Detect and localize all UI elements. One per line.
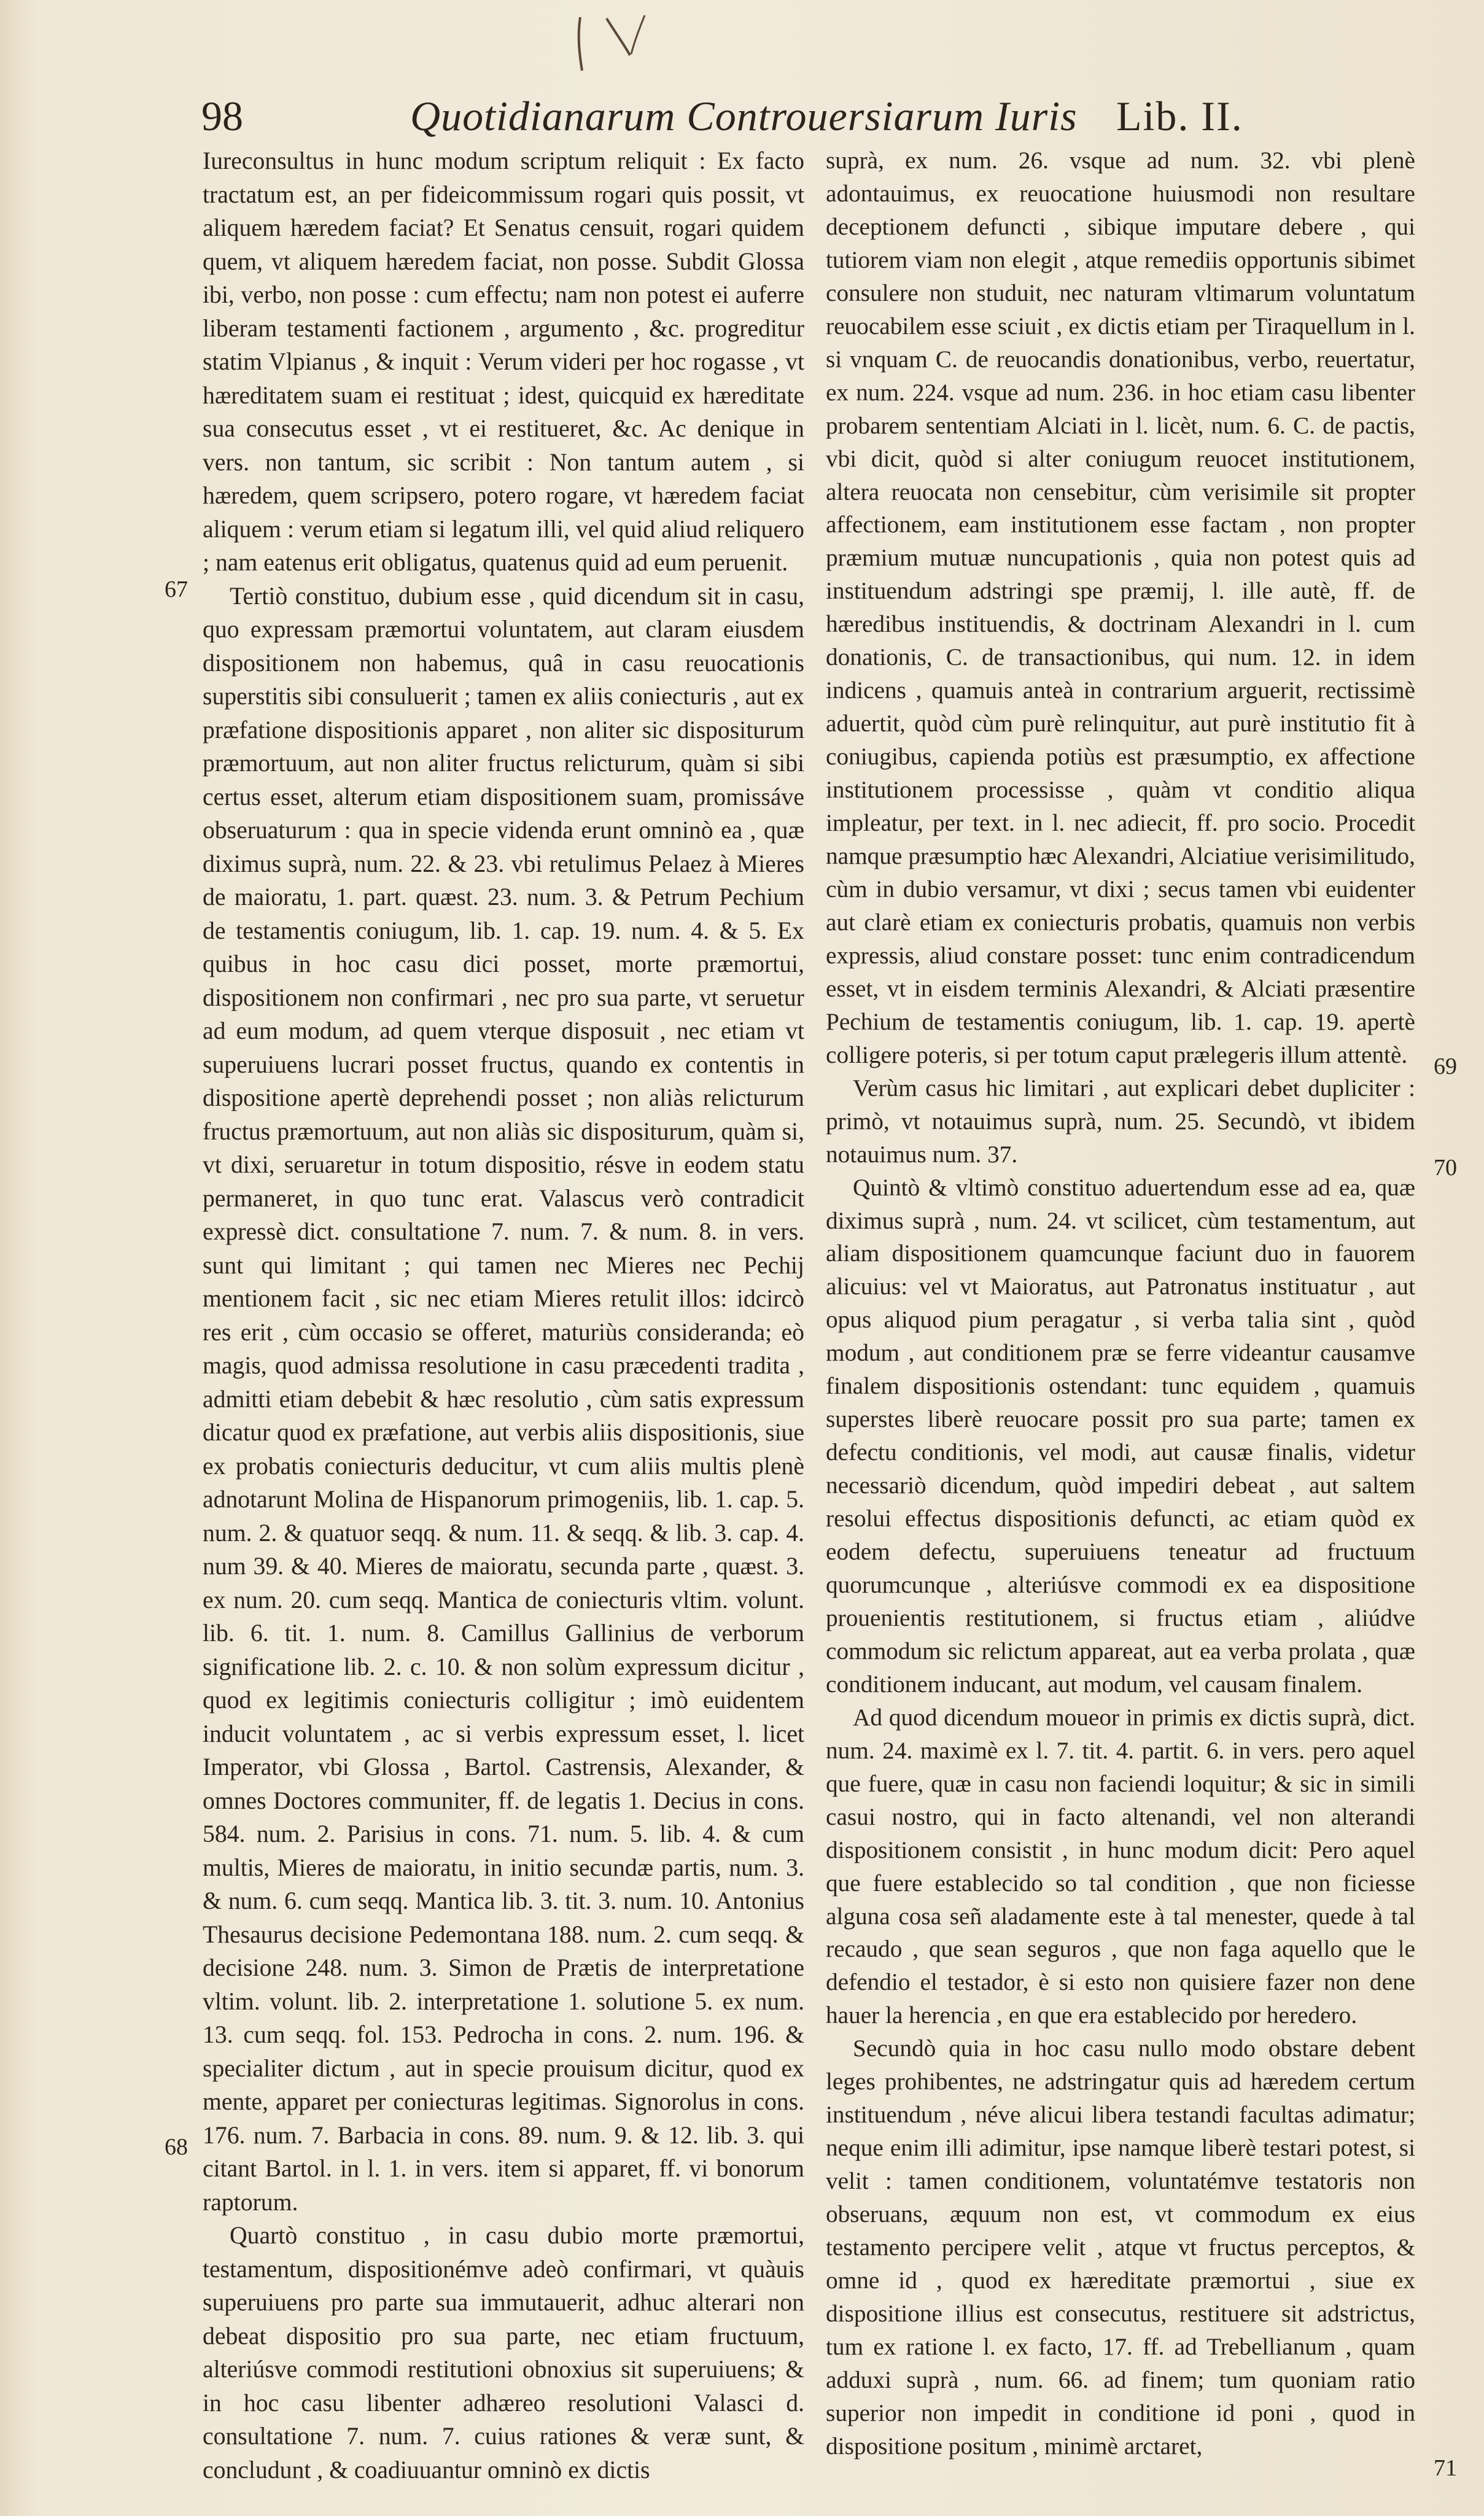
right-text-column xyxy=(826,144,1415,2463)
paragraph: Secundò quia in hoc casu nullo modo obstare debent leges prohibentes, ne adstringatur quis ad hæredem certum instituendum , néve alicui libera testandi facultas adimatur; neque enim illi adimitur, ipse namque liberè testari potest, si velit : tamen conditionem, voluntatémve testatoris non obseruans, æquum non est, vt commodum ex eius testamento percipere velit , atque vt fructus perceptos, & omne id , quod ex hæreditate præmortui , siue ex dispositione illius est consecutus, restituere sit adstrictus, tum ex ratione l. ex facto, 17. ff. ad Trebellianum , quam adduxi suprà , num. 66. ad finem; tum quoniam ratio superior non impedit in conditione id poni , quod in dispositione positum , minimè arctaret, xyxy=(826,2035,1415,2460)
margin-number: 68 xyxy=(165,2134,188,2160)
margin-number: 67 xyxy=(165,577,188,602)
ink-marks xyxy=(571,12,694,80)
paragraph: Tertiò constituo, dubium esse , quid dicendum sit in casu, quo expressam præmortui voluntatem, aut claram eiusdem dispositionem non habemus, quâ in casu reuocationis superstitis sibi consuluerit ; tamen ex aliis coniecturis , aut ex præfatione dispositionis apparet , non aliter sic dispositurum præmortuum, aut non aliter fructus relicturum, quàm si sibi certus esset, alterum etiam dispositionem suam, promissáve obseruaturum : qua in specie videnda erunt omninò ea , quæ diximus suprà, num. 22. & 23. vbi retulimus Pelaez à Mieres de maioratu, 1. part. quæst. 23. num. 3. & Petrum Pechium de testamentis coniugum, lib. 1. cap. 19. num. 4. & 5. Ex quibus in hoc casu dici posset, morte præmortui, dispositionem non confirmari , nec pro sua parte, vt seruetur ad eum modum, ad quem vterque disposuit , nec etiam vt superuiuens lucrari posset fructus, quando ex contentis in dispositione apertè deprehendi posset ; non aliàs relicturum fructus præmortuum, aut non aliàs sic dispositurum, quàm si, vt dixi, seruaretur in totum dispositio, résve in eodem statu permaneret, in quo tunc erat. Valascus verò contradicit expressè dict. consultatione 7. num. 7. & num. 8. in vers. sunt qui limitant ; qui tamen nec Mieres nec Pechij mentionem facit , sic nec etiam Mieres retulit illos: idcircò res erit , cùm occasio se offeret, maturiùs consideranda; eò magis, quod admissa resolutione in casu præcedenti tradita , admitti etiam debebit & hæc resolutio , cùm satis expressum dicatur quod ex præfatione, aut verbis aliis dispositionis, siue ex probatis coniecturis deducitur, vt cum aliis multis plenè adnotarunt Molina de Hispanorum primogeniis, lib. 1. cap. 5. num. 2. & quatuor seqq. & num. 11. & seqq. & lib. 3. cap. 4. num 39. & 40. Mieres de maioratu, secunda parte , quæst. 3. ex num. 20. cum seqq. Mantica de coniecturis vltim. volunt. lib. 6. tit. 1. num. 8. Camillus Gallinius de verborum significatione lib. 2. c. 10. & non solùm expressum dicitur , quod ex legitimis coniecturis colligitur ; imò euidentem inducit voluntatem , ac si verbis expressum esset, l. licet Imperator, vbi Glossa , Bartol. Castrensis, Alexander, & omnes Doctores communiter, ff. de legatis 1. Decius in cons. 584. num. 2. Parisius in cons. 71. num. 5. lib. 4. & cum multis, Mieres de maioratu, in initio secundæ partis, num. 3. & num. 6. cum seqq. Mantica lib. 3. tit. 3. num. 10. Antonius Thesaurus decisione Pedemontana 188. num. 2. cum seqq. & decisione 248. num. 3. Simon de Prætis de interpretatione vltim. volunt. lib. 2. interpretatione 1. solutione 5. ex num. 13. cum seqq. fol. 153. Pedrocha in cons. 2. num. 196. & specialiter dictum , aut in specie prouisum dicitur, quod ex mente, apparet per coniecturas legitimas. Signorolus in cons. 176. num. 7. Barbacia in cons. 89. num. 9. & 12. lib. 3. qui citant Bartol. in l. 1. in vers. item si apparet, ff. vi bonorum raptorum. xyxy=(203,582,804,2216)
margin-number: 70 xyxy=(1434,1155,1457,1181)
paragraph: Iureconsultus in hunc modum scriptum reliquit : Ex facto tractatum est, an per fideicommissum rogari quis possit, vt aliquem hæredem faciat? Et Senatus censuit, rogari quidem quem, vt aliquem hæredem faciat, non posse. Subdit Glossa ibi, verbo, non posse : cum effectu; nam non potest ei auferre liberam testamenti factionem , argumento , &c. progreditur statim Vlpianus , & inquit : Verum videri per hoc rogasse , vt hæreditatem suam ei restituat ; idest, quicquid ex hæreditate sua consecutus esset , vt ei restitueret, &c. Ac denique in vers. non tantum, sic scribit : Non tantum autem , si hæredem, quem scripsero, potero rogare, vt hæredem faciat aliquem : verum etiam si legatum illi, vel quid aliud reliquero ; nam eatenus erit obligatus, quatenus quid ad eum peruenit. xyxy=(203,147,804,576)
paragraph: Quintò & vltimò constituo aduertendum esse ad ea, quæ diximus suprà , num. 24. vt scilicet, cùm testamentum, aut aliam dispositionem quamcunque faciunt duo in fauorem alicuius: vel vt Maioratus, aut Patronatus instituatur , aut opus aliquod pium peragatur , si verba talia sint , quòd modum , aut conditionem præ se ferre videantur causamve finalem dispositionis ostendant: tunc equidem , quamuis superstes liberè reuocare possit pro sua parte; tamen ex defectu conditionis, vel modi, aut causæ finalis, videtur necessariò dicendum, quòd impediri debeat , aut saltem resolui effectus dispositionis defuncti, ac etiam quòd ex eodem defectu, superuiuens teneatur ad fructuum quorumcunque , alteriúsve commodi ex ea dispositione prouenientis restitutionem, si fructus etiam , aliúdve commodum sic relictum appareat, aut ea verba prolata , quæ conditionem inducant, aut modum, vel causam finalem. xyxy=(826,1173,1415,1698)
paragraph: suprà, ex num. 26. vsque ad num. 32. vbi plenè adontauimus, ex reuocatione huiusmodi non resultare deceptionem defuncti , sibique imputare debere , qui tutiorem viam non elegit , atque remediis opportunis sibimet consulere non studuit, nec naturam vltimarum voluntatum reuocabilem esse sciuit , ex dictis etiam per Tiraquellum in l. si vnquam C. de reuocandis donationibus, verbo, reuertatur, ex num. 224. vsque ad num. 236. in hoc etiam casu libenter probarem sententiam Alciati in l. licèt, num. 6. C. de pactis, vbi dicit, quòd si alter coniugum reuocet institutionem, altera reuocata non censebitur, cùm verisimile sit propter affectionem, eam institutionem esse factam , non propter præmium mutuæ nuncupationis , quia non potest quis ad instituendum adstringi spe præmij, l. ille autè, ff. de hæredibus instituendis, & doctrinam Alexandri in l. cum donationis, C. de transactionibus, qui num. 12. in idem indicens , quamuis anteà in contrarium arguerit, rectissimè aduertit, quòd cùm purè relinquitur, aut purè institutio fit à coniugibus, capienda potiùs est præsumptio, ex affectione institutionem processisse , quàm vt conditio aliqua impleatur, per text. in l. nec adiecit, ff. pro socio. Procedit namque præsumptio hæc Alexandri, Alciatiue verisimilitudo, cùm in dubio versamur, vt dixi ; secus tamen vbi euidenter aut clarè etiam ex coniecturis probatis, quamuis non verbis expressis, aliud constare posset: tunc enim contradicendum esset, vt in eisdem terminis Alexandri, & Alciati præsentire Pechium de testamentis coniugum, lib. 1. cap. 19. apertè colligere poteris, si per totum caput prælegeris illum attentè. xyxy=(826,147,1415,1068)
page-number: 98 xyxy=(201,93,243,139)
paragraph: Quartò constituo , in casu dubio morte præmortui, testamentum, dispositionémve adeò confirmari, vt quàuis superuiuens pro parte sua immutauerit, adhuc alterari non debeat dispositio pro sua parte, nec etiam fructuum, alteriúsve commodi restitutioni obnoxius sit superuiuens; & in hoc casu libenter adhæreo resolutioni Valasci d. consultatione 7. num. 7. cuius rationes & veræ sunt, & concludunt , & coadiuuantur omninò ex dictis xyxy=(203,2222,804,2483)
left-text-column xyxy=(203,144,804,2487)
paragraph: Ad quod dicendum moueor in primis ex dictis suprà, dict. num. 24. maximè ex l. 7. tit. 4. partit. 6. in vers. pero aquel que fuere, quæ in casu non faciendi loquitur; & sic in simili casui nostro, qui in facto altenandi, vel non alterandi dispositionem consistit , in hunc modum dicit: Pero aquel que fuere establecido so tal condition , que non ficiesse alguna cosa señ aladamente este à tal menester, quede à tal recaudo , que sean seguros , que non faga aquello que le defendio el testador, è si esto non quisiere fazer non dene hauer la herencia , en que era establecido por heredero. xyxy=(826,1703,1415,2029)
margin-number: 71 xyxy=(1434,2455,1457,2481)
margin-number: 69 xyxy=(1434,1054,1457,1079)
paragraph: Verùm casus hic limitari , aut explicari debet dupliciter : primò, vt notauimus suprà, num. 25. Secundò, vt ibidem notauimus num. 37. xyxy=(826,1074,1415,1168)
running-title: Quotidianarum Controuersiarum Iuris xyxy=(410,93,1078,139)
book-label: Lib. II. xyxy=(1116,93,1243,139)
